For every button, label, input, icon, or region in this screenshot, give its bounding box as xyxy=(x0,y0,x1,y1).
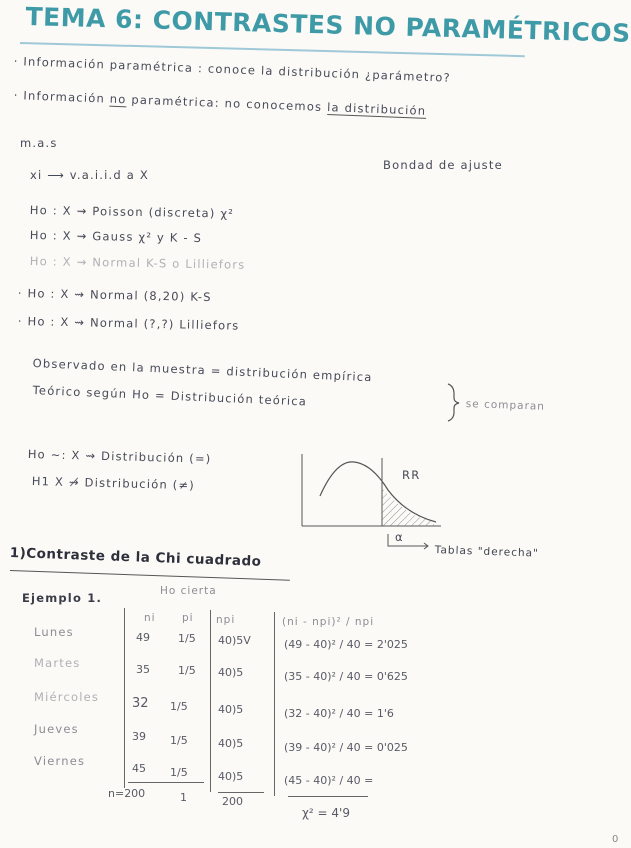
total-line-left xyxy=(128,782,204,783)
chi-square-total: χ² = 4'9 xyxy=(302,806,350,820)
row-calc: (35 - 40)² / 40 = 0'625 xyxy=(284,670,408,683)
page-number: 0 xyxy=(612,834,619,845)
total-np: 200 xyxy=(222,795,243,808)
page-title: TEMA 6: CONTRASTES NO PARAMÉTRICOS xyxy=(25,2,631,48)
example-label: Ejemplo 1. xyxy=(22,591,103,605)
brace-icon xyxy=(444,382,464,422)
null-hypothesis: Ho ∼: X ⇝ Distribución (=) xyxy=(27,447,212,466)
row-npi: 40)5 xyxy=(218,666,244,679)
rejection-region-label: RR xyxy=(402,468,421,482)
np-part-1: · Información xyxy=(13,88,111,106)
hypothesis-normal-known: · Ho : X ⇝ Normal (8,20) K-S xyxy=(17,286,212,305)
np-part-no: no xyxy=(109,91,127,107)
row-pi: 1/5 xyxy=(178,664,196,677)
distribution-sketch xyxy=(296,450,446,550)
row-day: Jueves xyxy=(34,722,79,736)
hypothesis-normal-unknown: · Ho : X ⇝ Normal (?,?) Lilliefors xyxy=(17,314,240,333)
row-pi: 1/5 xyxy=(170,700,188,713)
row-ni: 49 xyxy=(136,631,150,644)
observed-line: Observado en la muestra = distribución empírica xyxy=(32,356,373,385)
np-part-dist: la distribución xyxy=(326,100,427,118)
header-ni: ni xyxy=(144,612,156,624)
row-ni: 45 xyxy=(132,762,146,775)
table-divider-3 xyxy=(274,612,275,796)
theoretical-line: Teórico según Ho = Distribución teórica xyxy=(32,383,308,409)
row-npi: 40)5 xyxy=(218,703,244,716)
row-day: Miércoles xyxy=(34,690,100,704)
compare-note: se comparan xyxy=(465,398,546,413)
hypothesis-gauss: Ho : X ⇝ Gauss χ² y K - S xyxy=(29,228,203,246)
row-pi: 1/5 xyxy=(170,734,188,747)
row-day: Viernes xyxy=(34,754,86,768)
section-underline xyxy=(10,570,290,581)
row-npi: 40)5 xyxy=(218,770,244,783)
total-n: n=200 xyxy=(108,787,146,800)
ho-true-note: Ho cierta xyxy=(160,585,217,597)
row-calc: (32 - 40)² / 40 = 1'6 xyxy=(284,707,394,720)
row-pi: 1/5 xyxy=(178,632,196,645)
header-pi: pi xyxy=(182,612,194,624)
row-day: Lunes xyxy=(34,625,74,639)
row-day: Martes xyxy=(34,656,81,670)
title-underline xyxy=(20,42,525,57)
hypothesis-normal-faint: Ho : X ⇝ Normal K-S o Lilliefors xyxy=(29,254,246,272)
row-pi: 1/5 xyxy=(170,766,188,779)
hypothesis-poisson: Ho : X ⇝ Poisson (discreta) χ² xyxy=(29,203,235,221)
line-nonparametric xyxy=(13,88,426,118)
section-title: 1)Contraste de la Chi cuadrado xyxy=(9,545,262,570)
bondad-label: Bondad de ajuste xyxy=(383,158,503,172)
line-mas: m.a.s xyxy=(20,136,58,150)
row-npi: 40)5 xyxy=(218,737,244,750)
row-ni: 39 xyxy=(132,730,146,743)
row-calc: (45 - 40)² / 40 = xyxy=(284,774,374,787)
table-divider-1 xyxy=(124,608,125,788)
table-divider-2 xyxy=(210,610,211,792)
tables-note: Tablas "derecha" xyxy=(434,544,540,560)
np-part-2: paramétrica: no conocemos xyxy=(126,92,328,115)
row-npi: 40)5V xyxy=(218,634,251,647)
total-p: 1 xyxy=(180,791,187,804)
alt-hypothesis: H1 X ⇝̸ Distribución (≠) xyxy=(31,474,196,493)
row-calc: (39 - 40)² / 40 = 0'025 xyxy=(284,741,408,754)
row-calc: (49 - 40)² / 40 = 2'025 xyxy=(284,638,408,651)
row-ni: 35 xyxy=(136,663,150,676)
line-parametric: · Información paramétrica : conoce la distribución ¿parámetro? xyxy=(13,54,452,85)
alpha-label: α xyxy=(395,530,404,544)
total-line-np xyxy=(218,792,264,793)
header-chi-term: (ni - npi)² / npi xyxy=(282,616,375,628)
total-line-chi xyxy=(288,796,368,797)
line-xi: xi ⟶ v.a.i.i.d a X xyxy=(30,168,149,182)
row-ni: 32 xyxy=(132,696,149,711)
header-npi: npi xyxy=(216,614,236,626)
